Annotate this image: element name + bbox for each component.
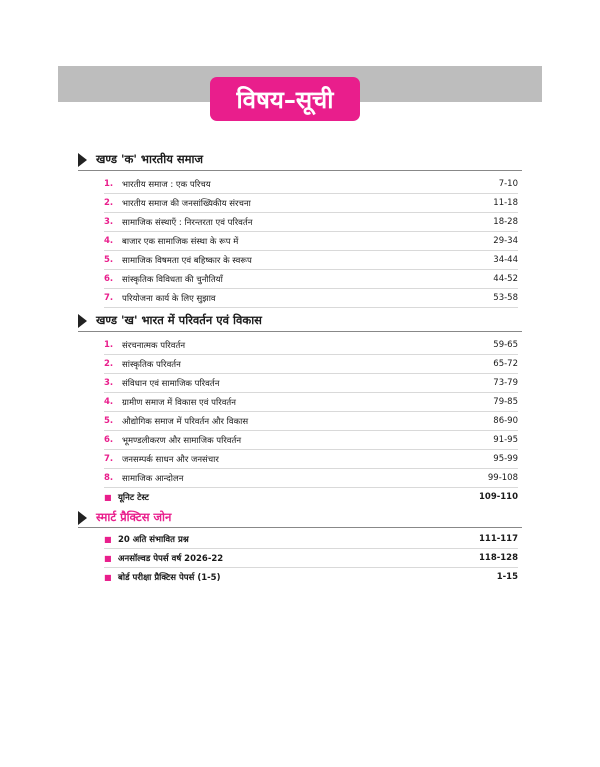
toc-row[interactable] <box>104 270 518 289</box>
row-label: बोर्ड परीक्षा प्रैक्टिस पेपर्स (1-5) <box>118 572 221 583</box>
triangle-bullet-icon <box>78 511 87 525</box>
triangle-bullet-icon <box>78 153 87 167</box>
row-pages: 111-117 <box>478 534 518 544</box>
row-label: औद्योगिक समाज में परिवर्तन और विकास <box>122 416 249 427</box>
toc-row[interactable] <box>104 530 518 549</box>
row-label: 20 अति संभावित प्रश्न <box>118 534 189 545</box>
divider <box>78 170 522 171</box>
toc-row[interactable] <box>104 213 518 232</box>
square-bullet-icon: ■ <box>104 534 112 544</box>
section-kha-heading <box>78 313 262 328</box>
row-number: 7. <box>104 293 114 303</box>
section-practice-label: स्मार्ट प्रैक्टिस जोन <box>96 510 172 524</box>
row-pages: 95-99 <box>493 454 518 464</box>
row-label: भारतीय समाज : एक परिचय <box>122 179 211 190</box>
row-number: 6. <box>104 274 114 284</box>
row-label: अनसॉल्वड पेपर्स वर्ष 2026-22 <box>118 553 224 564</box>
toc-row[interactable] <box>104 194 518 213</box>
row-number: 3. <box>104 378 114 388</box>
row-number: 1. <box>104 179 114 189</box>
row-label: सामाजिक संस्थाएँ : निरन्तरता एवं परिवर्तन <box>122 217 253 228</box>
row-label: ग्रामीण समाज में विकास एवं परिवर्तन <box>122 397 236 408</box>
row-pages: 99-108 <box>487 473 518 483</box>
row-pages: 118-128 <box>478 553 518 563</box>
row-label: परियोजना कार्य के लिए सुझाव <box>122 293 216 304</box>
row-pages: 91-95 <box>493 435 518 445</box>
toc-row[interactable] <box>104 412 518 431</box>
row-pages: 29-34 <box>493 236 518 246</box>
section-kha-label: खण्ड 'ख' भारत में परिवर्तन एवं विकास <box>96 313 262 327</box>
toc-row[interactable] <box>104 549 518 568</box>
row-label: यूनिट टेस्ट <box>118 492 149 503</box>
row-label: भूमण्डलीकरण और सामाजिक परिवर्तन <box>122 435 242 446</box>
toc-row[interactable] <box>104 393 518 412</box>
row-number: 2. <box>104 198 114 208</box>
toc-row[interactable] <box>104 251 518 270</box>
row-label: सांस्कृतिक विविधता की चुनौतियाँ <box>122 274 223 285</box>
row-label: जनसम्पर्क साधन और जनसंचार <box>122 454 219 465</box>
toc-row[interactable] <box>104 469 518 488</box>
row-number: 5. <box>104 255 114 265</box>
divider <box>78 331 522 332</box>
toc-row[interactable] <box>104 289 518 308</box>
row-pages: 79-85 <box>493 397 518 407</box>
row-pages: 59-65 <box>493 340 518 350</box>
square-bullet-icon: ■ <box>104 553 112 563</box>
section-ka-heading <box>78 152 203 167</box>
row-pages: 65-72 <box>493 359 518 369</box>
row-pages: 86-90 <box>493 416 518 426</box>
row-pages: 18-28 <box>493 217 518 227</box>
row-number: 3. <box>104 217 114 227</box>
row-pages: 53-58 <box>493 293 518 303</box>
toc-row[interactable] <box>104 568 518 586</box>
toc-row[interactable] <box>104 232 518 251</box>
toc-row-unit-test[interactable] <box>104 488 518 506</box>
page-title: विषय–सूची <box>236 85 334 114</box>
row-pages: 44-52 <box>493 274 518 284</box>
row-pages: 109-110 <box>478 492 518 502</box>
toc-row[interactable] <box>104 175 518 194</box>
row-number: 4. <box>104 236 114 246</box>
row-pages: 73-79 <box>493 378 518 388</box>
row-pages: 34-44 <box>493 255 518 265</box>
section-practice-heading <box>78 510 171 525</box>
toc-row[interactable] <box>104 431 518 450</box>
divider <box>78 527 522 528</box>
row-number: 4. <box>104 397 114 407</box>
section-ka-label: खण्ड 'क' भारतीय समाज <box>96 152 204 166</box>
row-label: सामाजिक आन्दोलन <box>122 473 184 484</box>
triangle-bullet-icon <box>78 314 87 328</box>
row-number: 6. <box>104 435 114 445</box>
row-number: 5. <box>104 416 114 426</box>
row-label: संरचनात्मक परिवर्तन <box>122 340 186 351</box>
toc-row[interactable] <box>104 336 518 355</box>
row-label: संविधान एवं सामाजिक परिवर्तन <box>122 378 220 389</box>
toc-row[interactable] <box>104 374 518 393</box>
row-label: भारतीय समाज की जनसांख्यिकीय संरचना <box>122 198 251 209</box>
square-bullet-icon: ■ <box>104 572 112 582</box>
row-pages: 7-10 <box>498 179 518 189</box>
title-box <box>210 77 360 121</box>
row-pages: 11-18 <box>493 198 518 208</box>
row-pages: 1-15 <box>496 572 518 582</box>
toc-row[interactable] <box>104 355 518 374</box>
row-label: बाजार एक सामाजिक संस्था के रूप में <box>122 236 239 247</box>
row-number: 7. <box>104 454 114 464</box>
row-number: 1. <box>104 340 114 350</box>
square-bullet-icon: ■ <box>104 492 112 502</box>
row-number: 2. <box>104 359 114 369</box>
toc-row[interactable] <box>104 450 518 469</box>
row-label: सामाजिक विषमता एवं बहिष्कार के स्वरूप <box>122 255 252 266</box>
row-number: 8. <box>104 473 114 483</box>
row-label: सांस्कृतिक परिवर्तन <box>122 359 181 370</box>
